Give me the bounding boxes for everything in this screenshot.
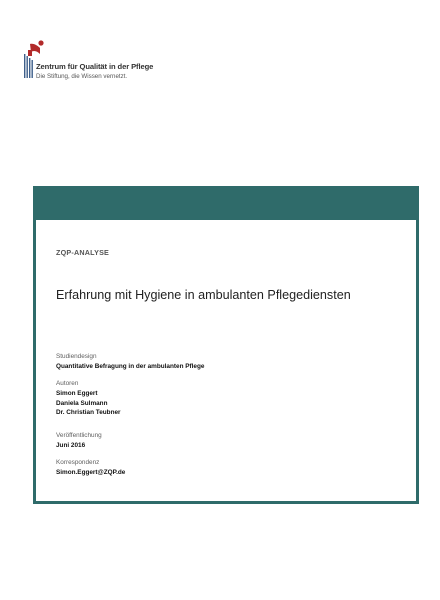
authors-section xyxy=(56,379,121,418)
authors-label: Autoren xyxy=(56,380,79,387)
author-name: Simon Eggert xyxy=(56,389,98,397)
document-type: ZQP-ANALYSE xyxy=(56,248,110,257)
zqp-logo xyxy=(24,40,164,84)
correspondence-email: Simon.Eggert@ZQP.de xyxy=(56,468,126,476)
author-name: Dr. Christian Teubner xyxy=(56,409,121,417)
author-name: Daniela Sulmann xyxy=(56,399,108,407)
card-header-band xyxy=(33,186,419,220)
correspondence-label: Korrespondenz xyxy=(56,459,100,466)
document-title: Erfahrung mit Hygiene in ambulanten Pflegediensten xyxy=(56,288,351,302)
publication-section xyxy=(56,431,102,451)
logo-name: Zentrum für Qualität in der Pflege xyxy=(36,62,154,71)
document-card xyxy=(33,186,419,504)
study-design-section xyxy=(56,352,204,372)
study-design-value: Quantitative Befragung in der ambulanten Pflege xyxy=(56,362,205,370)
logo-tagline: Die Stiftung, die Wissen vernetzt. xyxy=(36,73,128,80)
publication-label: Veröffentlichung xyxy=(56,432,102,439)
publication-date: Juni 2016 xyxy=(56,441,86,449)
study-design-label: Studiendesign xyxy=(56,353,97,360)
correspondence-section xyxy=(56,458,125,478)
